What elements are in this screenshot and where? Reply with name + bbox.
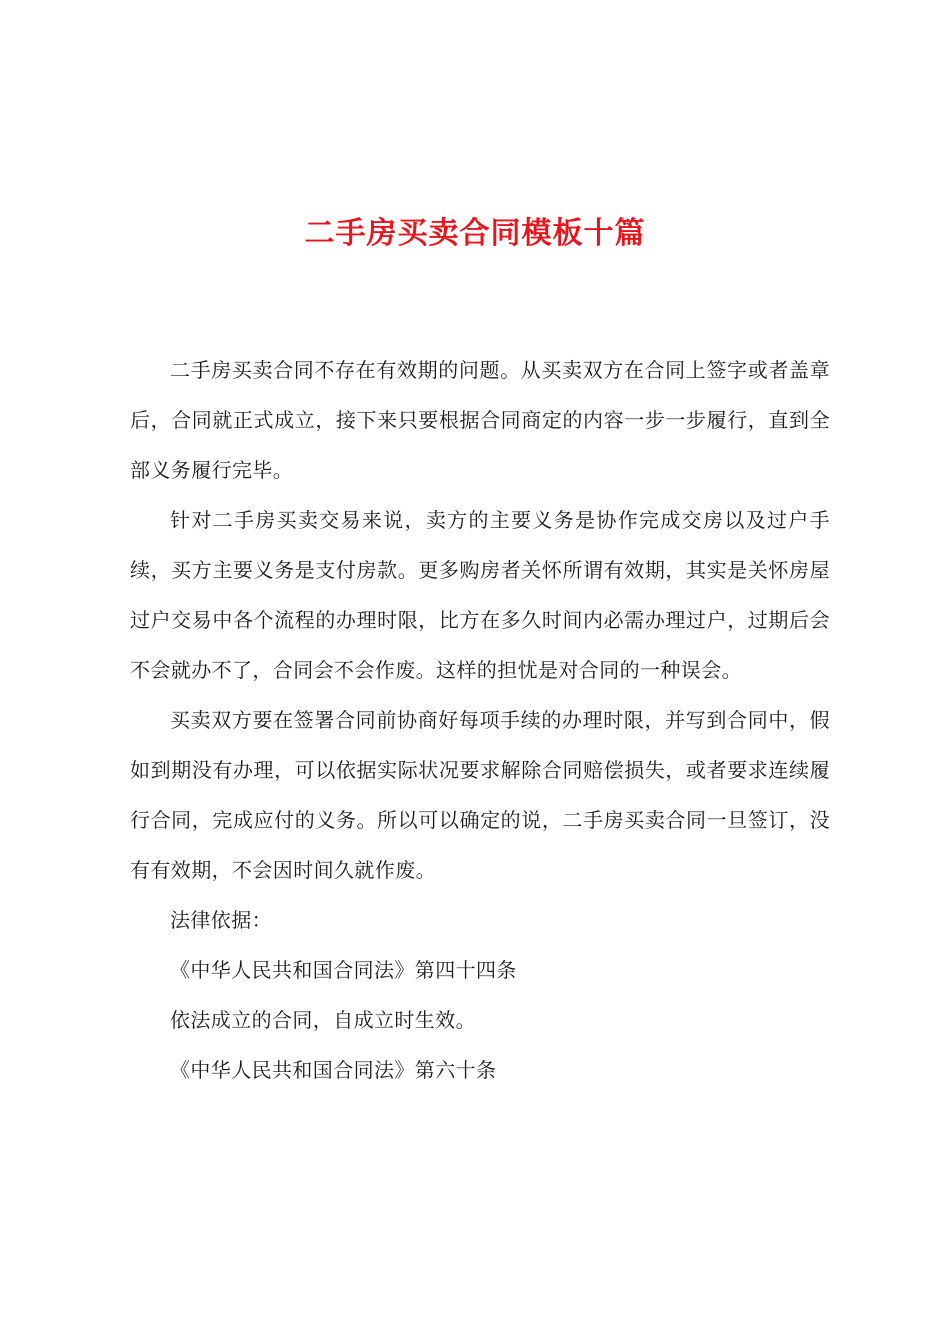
paragraph-legal-basis: 法律依据： xyxy=(170,908,272,932)
paragraph-article-44: 《中华人民共和国合同法》第四十四条 xyxy=(170,958,517,982)
paragraph-obligations: 针对二手房买卖交易来说，卖方的主要义务是协作完成交房以及过户手续，买方主要义务是支付房款。更多购房者关怀所谓有效期，其实是关怀房屋过户交易中各个流程的办理时限，比方在多久时间内必需办理过户，过期后会不会就办不了，合同会不会作废。这样的担忧是对合同的一种误会。 xyxy=(130,508,830,682)
document-title: 二手房买卖合同模板十篇 xyxy=(304,216,646,251)
paragraph-validity: 二手房买卖合同不存在有效期的问题。从买卖双方在合同上签字或者盖章后，合同就正式成立，接下来只要根据合同商定的内容一步一步履行，直到全部义务履行完毕。 xyxy=(130,358,830,482)
paragraph-article-60: 《中华人民共和国合同法》第六十条 xyxy=(170,1058,497,1082)
paragraph-time-limits: 买卖双方要在签署合同前协商好每项手续的办理时限，并写到合同中，假如到期没有办理，可以依据实际状况要求解除合同赔偿损失，或者要求连续履行合同，完成应付的义务。所以可以确定的说，二手房买卖合同一旦签订，没有有效期，不会因时间久就作废。 xyxy=(130,708,830,882)
paragraph-article-44-text: 依法成立的合同，自成立时生效。 xyxy=(170,1008,476,1032)
document-body xyxy=(130,345,830,1095)
